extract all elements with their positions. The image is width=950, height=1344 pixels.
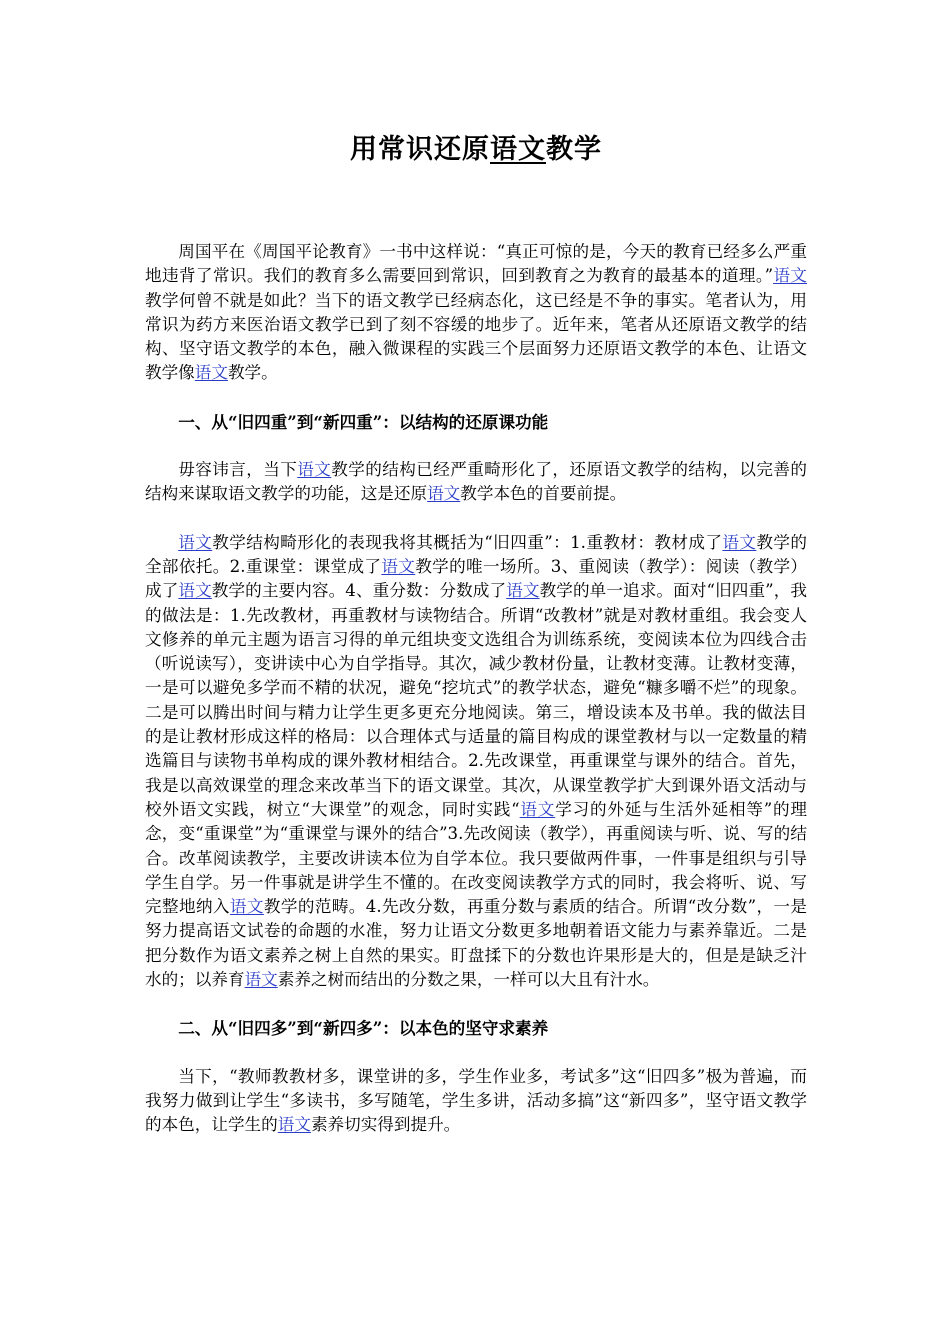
text-run: 教学结构畸形化的表现我将其概括为“旧四重”：1.重教材：教材成了 bbox=[212, 532, 723, 552]
text-run: 教学的唯一场所。3、重阅读（教学）：阅读（教学）成了 bbox=[145, 556, 807, 601]
text-run: 教学的结构已经严重畸形化了，还原语文教学的结构，以完善的结构来谋取语文教学的功能，这是还原 bbox=[145, 460, 808, 504]
section-1-heading: 一、从“旧四重”到“新四重”：以结构的还原课功能 bbox=[178, 411, 549, 432]
yuwen-link[interactable]: 语文 bbox=[244, 970, 278, 990]
text-run: 教学的范畴。4.先改分数，再重分数与素质的结合。所谓“改分数”，一是努力提高语文试卷的命题的水准，努力让语文分数更多地朝着语文能力与素养靠近。二是把分数作为语文素养之树上自然的果实。盯盘揉下的分数也许果形是大的，但是是缺乏汁水的；以养育 bbox=[145, 897, 807, 990]
yuwen-link[interactable]: 语文 bbox=[178, 581, 212, 601]
section-2-heading: 二、从“旧四多”到“新四多”：以本色的坚守求素养 bbox=[178, 1018, 549, 1039]
text-run: 当下，“教师教教材多，课堂讲的多，学生作业多，考试多”这“旧四多”极为普遍，而我努力做到让学生“多读书，多写随笔，学生多讲，活动多搞”这“新四多”，坚守语文教学的本色，让学生的 bbox=[145, 1066, 807, 1135]
text-run: 教学何曾不就是如此？当下的语文教学已经病态化，这已经是不争的事实。笔者认为，用常识为药方来医治语文教学已到了刻不容缓的地步了。近年来，笔者从还原语文教学的结构、坚守语文教学的本色，融入微课程的实践三个层面努力还原语文教学的本色、让语文教学像 bbox=[145, 290, 807, 383]
yuwen-link[interactable]: 语文 bbox=[178, 532, 213, 552]
document-body bbox=[145, 240, 807, 1138]
yuwen-link[interactable]: 语文 bbox=[194, 363, 228, 383]
text-run: 教学。 bbox=[227, 363, 278, 383]
text-run: 教学的主要内容。4、重分数：分数成了 bbox=[211, 581, 507, 601]
text-run: 毋容讳言，当下 bbox=[178, 460, 298, 480]
text-run: 学习的外延与生活外延相等”的理念，变“重课堂”为“重课堂与课外的结合”3.先改阅读（教学），再重阅读与听、说、写的结合。改革阅读教学，主要改讲读本位为自学本位。我只要做两件事，一件事是组织与引导学生自学。另一件事就是讲学生不懂的。在改变阅读教学方式的同时，我会将听、说、写完整地纳入 bbox=[145, 799, 808, 917]
section-1-paragraph-2 bbox=[145, 531, 807, 993]
text-run: 周国平在《周国平论教育》一书中这样说：“真正可惊的是，今天的教育已经多么严重地违背了常识。我们的教育多么需要回到常识，回到教育之为教育的最基本的道理。” bbox=[145, 242, 807, 286]
intro-paragraph bbox=[145, 240, 807, 386]
yuwen-link[interactable]: 语文 bbox=[229, 897, 264, 917]
title-keyword-underlined: 语文 bbox=[490, 134, 546, 165]
text-run: 素养之树而结出的分数之果，一样可以大且有汁水。 bbox=[277, 970, 660, 990]
title-part-3: 教学 bbox=[546, 134, 602, 165]
yuwen-link[interactable]: 语文 bbox=[773, 266, 808, 286]
title-part-1: 用常识还原 bbox=[350, 134, 490, 165]
yuwen-link[interactable]: 语文 bbox=[381, 556, 416, 576]
text-run: 教学的全部依托。2.重课堂：课堂成了 bbox=[145, 532, 808, 576]
yuwen-link[interactable]: 语文 bbox=[519, 799, 556, 819]
text-run: 教学的单一追求。面对“旧四重”，我的做法是：1.先改教材，再重教材与读物结合。所谓“改教材”就是对教材重组。我会变人文修养的单元主题为语言习得的单元组块变文选组合为训练系统，变阅读本位为四线合击（听说读写），变讲读中心为自学指导。其次，减少教材份量，让教材变薄。让教材变薄，一是可以避免多学而不精的状况，避免“挖坑式”的教学状态，避免“糠多嚼不烂”的现象。二是可以腾出时间与精力让学生更多更充分地阅读。第三，增设读本及书单。我的做法目的是让教材形成这样的格局：以合理体式与适量的篇目构成的课堂教材与以一定数量的精选篇目与读物书单构成的课外教材相结合。2.先改课堂，再重课堂与课外的结合。首先，我是以高效课堂的理念来改革当下的语文课堂。其次，从课堂教学扩大到课外语文活动与校外语文实践，树立“大课堂”的观念，同时实践“ bbox=[145, 581, 808, 819]
section-1-paragraph-1 bbox=[145, 458, 807, 507]
document-title bbox=[145, 130, 807, 170]
yuwen-link[interactable]: 语文 bbox=[297, 460, 332, 480]
yuwen-link[interactable]: 语文 bbox=[506, 581, 540, 601]
yuwen-link[interactable]: 语文 bbox=[722, 532, 757, 552]
text-run: 教学本色的首要前提。 bbox=[460, 484, 627, 504]
text-run: 素养切实得到提升。 bbox=[310, 1115, 461, 1135]
yuwen-link[interactable]: 语文 bbox=[427, 484, 461, 504]
section-2-paragraph-1 bbox=[145, 1065, 807, 1138]
yuwen-link[interactable]: 语文 bbox=[277, 1115, 311, 1135]
